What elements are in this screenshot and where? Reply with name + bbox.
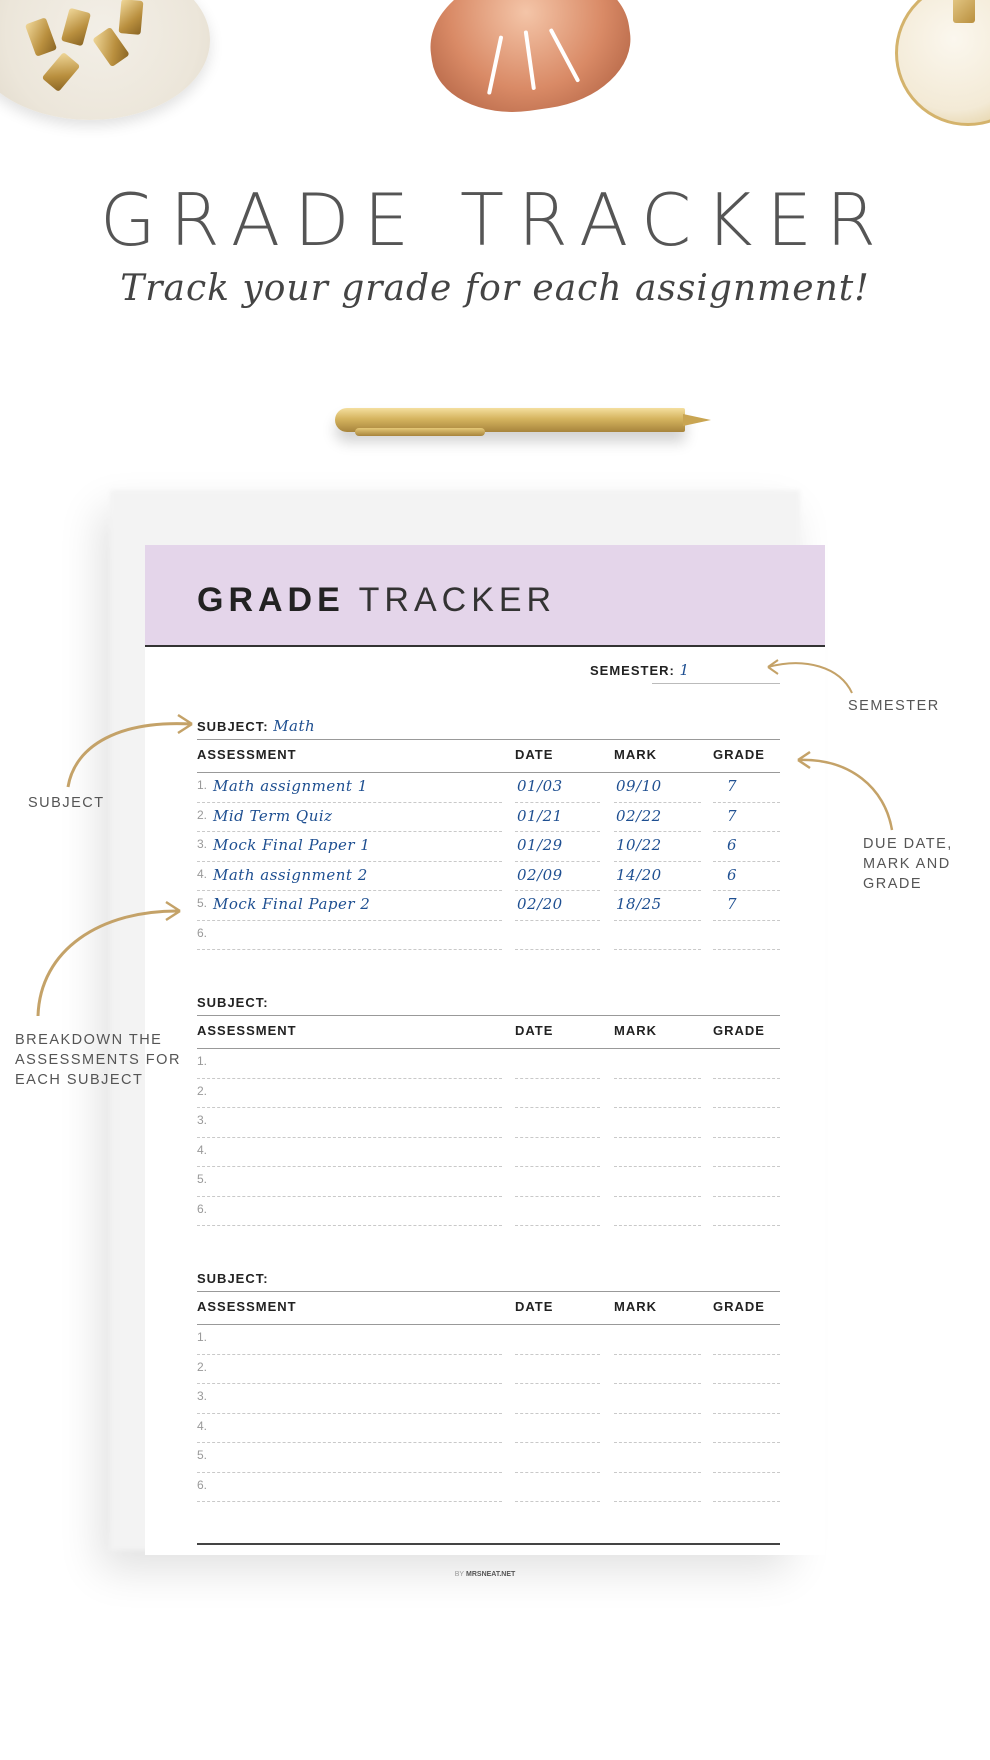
row-line [713,1225,780,1226]
sheet-title-bold: GRADE [197,581,345,619]
callout-due-line1: DUE DATE, [863,836,953,852]
row-line [713,949,780,950]
column-header-mark: MARK [614,1023,657,1038]
date-cell[interactable]: 01/29 [517,836,563,854]
date-cell[interactable]: 01/03 [517,777,563,795]
grade-cell[interactable]: 7 [727,777,738,795]
column-header-grade: GRADE [713,1023,765,1038]
footer-brand [145,1571,825,1578]
row-line [515,949,600,950]
column-header-assessment: ASSESSMENT [197,747,297,762]
table-row [197,891,780,921]
row-number: 6. [197,925,208,940]
footer-brand-name: MRSNEAT.NET [466,1571,516,1578]
callout-breakdown [15,1030,181,1090]
monstera-leaf-icon [421,0,639,123]
semester-field [590,661,780,679]
row-number: 5. [197,1448,208,1462]
table-row [197,1384,780,1414]
table-header [197,1015,780,1049]
table-row [197,862,780,892]
column-header-assessment: ASSESSMENT [197,1023,297,1038]
row-number: 3. [197,1113,208,1127]
grade-cell[interactable]: 7 [727,806,738,825]
table-row [197,1138,780,1168]
pen-icon [335,408,685,432]
table-row [197,803,780,833]
arrow-icon [60,705,200,790]
mark-cell[interactable]: 10/22 [616,836,662,854]
subject-field [197,993,780,1015]
sheet-header [145,545,825,647]
clip-icon [25,17,57,56]
row-number: 5. [197,1172,208,1186]
clip-icon [42,52,81,92]
callout-semester: SEMESTER [848,698,940,714]
clip-icon [61,8,91,47]
mark-cell[interactable]: 09/10 [616,777,662,795]
row-number: 6. [197,1201,208,1216]
semester-value[interactable]: 1 [679,661,690,679]
assessment-cell[interactable]: Mid Term Quiz [213,806,333,825]
mark-cell[interactable]: 02/22 [616,806,662,825]
column-header-date: DATE [515,1299,554,1314]
callout-due-line2: MARK AND [863,856,951,872]
arrow-icon [30,890,190,1020]
date-cell[interactable]: 01/21 [517,806,563,825]
column-header-assessment: ASSESSMENT [197,1299,297,1314]
table-row [197,1325,780,1355]
assessment-cell[interactable]: Mock Final Paper 1 [213,836,371,854]
table-row [197,1355,780,1385]
grade-cell[interactable]: 6 [727,836,738,854]
mark-cell[interactable]: 18/25 [616,895,662,913]
assessment-cell[interactable]: Math assignment 2 [213,865,368,884]
subject-label: SUBJECT: [197,1271,269,1286]
row-number: 4. [197,1142,208,1157]
table-row [197,1197,780,1227]
table-row [197,1414,780,1444]
table-row [197,921,780,951]
row-number: 2. [197,1083,208,1098]
subject-label: SUBJECT: [197,719,269,734]
row-line [197,1501,502,1502]
column-header-mark: MARK [614,1299,657,1314]
planner-sheet [145,545,825,1578]
date-cell[interactable]: 02/09 [517,865,563,884]
callout-breakdown-line2: ASSESSMENTS FOR [15,1052,181,1068]
row-number: 3. [197,837,208,851]
row-number: 1. [197,778,208,792]
row-number: 6. [197,1477,208,1492]
row-number: 2. [197,807,208,822]
table-row [197,1108,780,1138]
footer-prefix: BY [454,1571,465,1578]
subject-field [197,717,780,739]
table-row [197,832,780,862]
row-number: 4. [197,1418,208,1433]
sheet-title-light: TRACKER [358,581,557,619]
callout-subject: SUBJECT [28,795,105,811]
column-header-date: DATE [515,1023,554,1038]
table-row [197,1167,780,1197]
row-number: 2. [197,1359,208,1374]
row-number: 4. [197,866,208,881]
row-number: 1. [197,1330,208,1344]
callout-breakdown-line1: BREAKDOWN THE [15,1032,163,1048]
semester-label: SEMESTER: [590,663,675,678]
assessment-cell[interactable]: Math assignment 1 [213,777,368,795]
grade-cell[interactable]: 6 [727,865,738,884]
table-header [197,739,780,773]
page-subtitle: Track your grade for each assignment! [120,268,870,309]
date-cell[interactable]: 02/20 [517,895,563,913]
column-header-grade: GRADE [713,1299,765,1314]
callout-breakdown-line3: EACH SUBJECT [15,1072,144,1088]
subject-section [197,993,780,1226]
row-line [614,1225,701,1226]
row-line [515,1501,600,1502]
page-title: GRADE TRACKER [99,178,891,262]
row-number: 5. [197,896,208,910]
clip-icon [119,0,144,35]
mark-cell[interactable]: 14/20 [616,865,662,884]
arrow-icon [760,655,860,695]
subject-section [197,717,780,950]
table-row [197,1443,780,1473]
row-line [197,949,502,950]
row-line [515,1225,600,1226]
table-row [197,1473,780,1503]
callout-due-line3: GRADE [863,876,923,892]
subject-label: SUBJECT: [197,995,269,1010]
assessment-cell[interactable]: Mock Final Paper 2 [213,895,371,913]
callout-due-date [863,834,953,894]
row-number: 1. [197,1054,208,1068]
subject-field [197,1269,780,1291]
column-header-mark: MARK [614,747,657,762]
column-header-grade: GRADE [713,747,765,762]
row-line [614,949,701,950]
sheet-title [197,581,556,620]
row-line [614,1501,701,1502]
table-row [197,1049,780,1079]
row-line [713,1501,780,1502]
coaster-icon [895,0,990,126]
table-row [197,773,780,803]
clip-icon [953,0,975,23]
subject-section [197,1269,780,1502]
grade-cell[interactable]: 7 [727,895,738,913]
subject-value[interactable]: Math [273,717,316,735]
table-header [197,1291,780,1325]
row-line [197,1225,502,1226]
column-header-date: DATE [515,747,554,762]
bottom-rule [197,1543,780,1545]
paper-clips-bowl-icon [0,0,210,120]
row-number: 3. [197,1389,208,1403]
table-row [197,1079,780,1109]
arrow-icon [790,748,900,833]
